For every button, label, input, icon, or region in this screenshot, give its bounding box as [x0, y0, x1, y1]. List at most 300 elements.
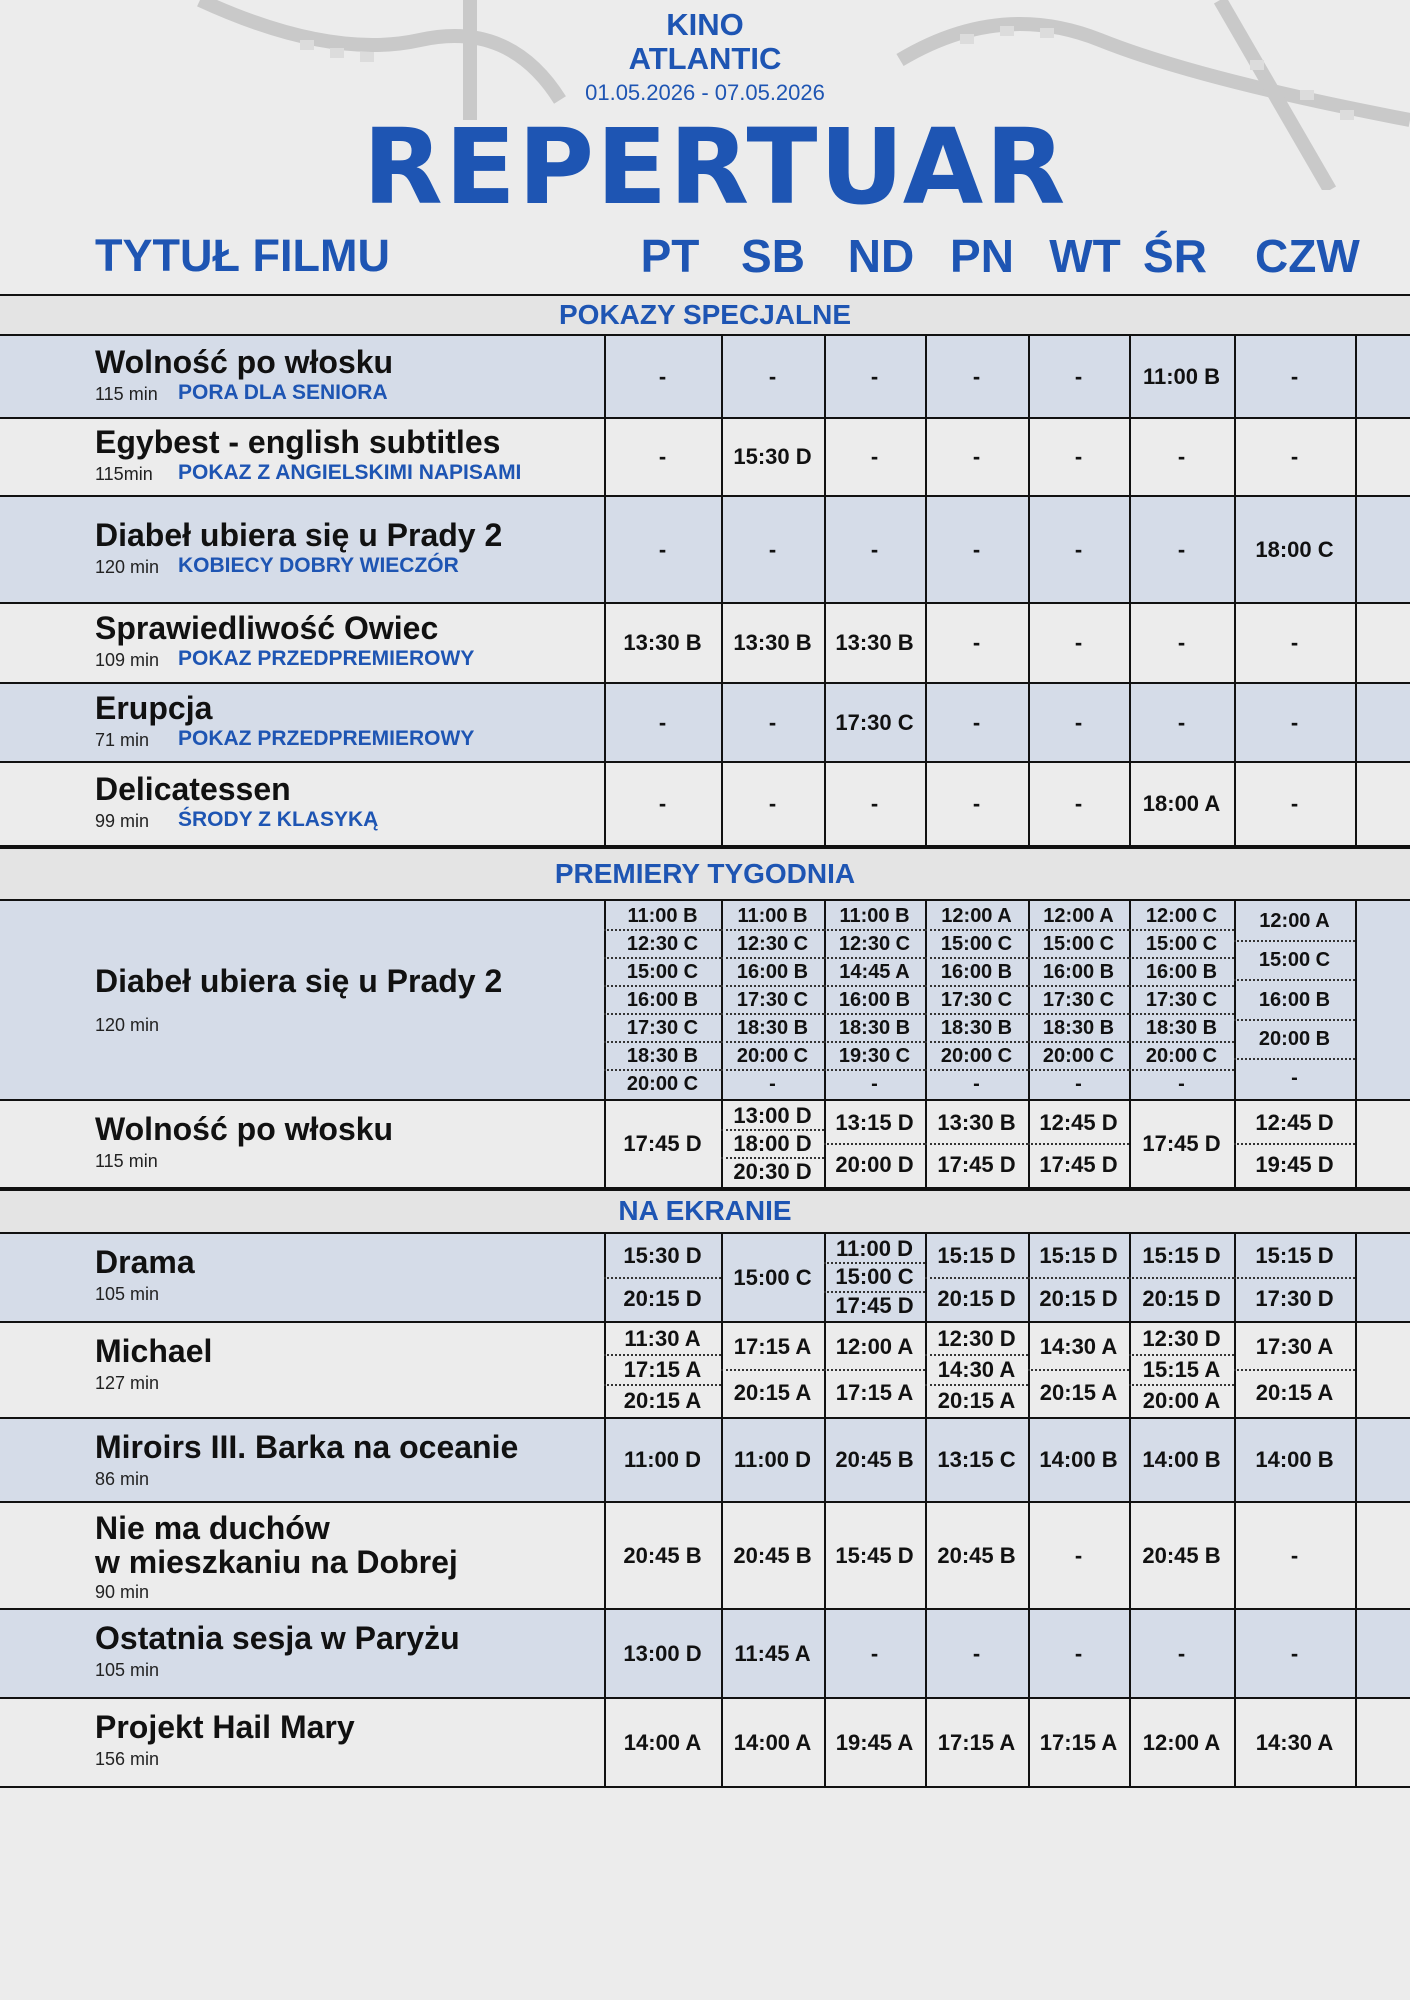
showtime-cell [1234, 419, 1355, 495]
showtime: 18:30 B [925, 1015, 1028, 1043]
showtime: 17:30 C [1028, 987, 1129, 1015]
showtime-cell [1234, 604, 1355, 682]
section-header: POKAZY SPECJALNE [0, 294, 1410, 336]
showtime-cell [604, 1234, 721, 1321]
showtime-cell [1129, 419, 1234, 495]
column-divider [1355, 684, 1357, 761]
movie-title-line: Nie ma duchów [95, 1510, 330, 1546]
no-showing: - [658, 536, 667, 562]
showtime: 17:30 C [835, 709, 914, 735]
no-showing: - [1290, 709, 1299, 735]
column-divider [1355, 901, 1357, 1099]
section-header: PREMIERY TYGODNIA [0, 847, 1410, 901]
showtime: 20:45 B [835, 1447, 914, 1472]
movie-title: Drama [95, 1244, 195, 1280]
movie-duration: 105 min [95, 1284, 160, 1304]
showtime: 17:15 A [937, 1729, 1016, 1755]
showtime-cell [1234, 1610, 1355, 1697]
showtime: 11:00 B [824, 903, 925, 931]
no-showing: - [1074, 1542, 1083, 1568]
showtime-cell [604, 763, 721, 845]
showtime: 16:00 B [604, 987, 721, 1015]
movie-row [0, 1323, 1410, 1419]
showtime: 18:30 B [1129, 1015, 1234, 1043]
movie-title: Diabeł ubiera się u Prady 2 [95, 516, 503, 553]
showtime: 20:45 B [623, 1542, 702, 1568]
showtime: 12:00 A [1142, 1729, 1221, 1755]
showtime-cell [824, 1323, 925, 1417]
no-showing: - [1074, 444, 1083, 469]
showtime-cell [1234, 1699, 1355, 1786]
showtime-cell [1028, 1699, 1129, 1786]
showtime-cell [721, 1610, 824, 1697]
column-header-day: PN [950, 230, 1014, 282]
showtime: 12:30 D [925, 1325, 1028, 1356]
showtime: 12:00 C [1129, 903, 1234, 931]
showtime: 20:15 A [623, 1387, 702, 1413]
showtime-cell [721, 1234, 824, 1321]
showtime-cell [1129, 1234, 1234, 1321]
no-showing: - [658, 791, 667, 816]
no-showing: - [973, 1072, 980, 1095]
showtime-cell [1234, 1419, 1355, 1501]
showtime: 17:15 A [1039, 1729, 1118, 1755]
no-showing: - [658, 444, 667, 469]
showtime-cell [925, 1699, 1028, 1786]
showtime: 17:45 D [1039, 1152, 1118, 1177]
no-showing: - [1074, 709, 1083, 735]
showtime: 12:45 D [1028, 1103, 1129, 1145]
column-divider [1355, 419, 1357, 495]
showtime-cell [925, 1101, 1028, 1187]
column-divider [1355, 1699, 1357, 1786]
showtime: 13:00 D [721, 1103, 824, 1131]
showtime-cell [604, 1699, 721, 1786]
no-showing: - [1290, 791, 1299, 816]
showtime: 17:30 D [1255, 1285, 1334, 1311]
showtime: 20:45 B [1142, 1542, 1221, 1568]
showtime-cell [824, 901, 925, 1099]
showtime-cell [1028, 901, 1129, 1099]
showtime-cell [1028, 1503, 1129, 1608]
movie-row [0, 1419, 1410, 1503]
showtime-cell [604, 604, 721, 682]
showtime: 12:30 C [824, 931, 925, 959]
page-title: REPERTUAR [362, 106, 1068, 228]
showtime: 15:00 C [1028, 931, 1129, 959]
showtime-cell [1028, 763, 1129, 845]
no-showing: - [1290, 444, 1299, 469]
showtime: 14:30 A [1255, 1729, 1334, 1755]
showtime: 13:30 B [835, 630, 914, 655]
showtime-cell [925, 604, 1028, 682]
no-showing: - [768, 709, 777, 735]
movie-row [0, 684, 1410, 763]
showtime: 20:00 D [835, 1152, 914, 1177]
cinema-name-line2: ATLANTIC [628, 41, 782, 76]
section-header: NA EKRANIE [0, 1189, 1410, 1234]
showtime-cell [1129, 497, 1234, 602]
showtime-cell [721, 604, 824, 682]
column-header-day: PT [640, 230, 700, 282]
showtime: 15:00 C [824, 1264, 925, 1292]
column-divider [1355, 336, 1357, 417]
showtime: 11:00 D [824, 1236, 925, 1264]
no-showing: - [870, 363, 879, 389]
no-showing: - [658, 363, 667, 389]
movie-duration: 156 min [95, 1749, 160, 1769]
date-range: 01.05.2026 - 07.05.2026 [585, 80, 825, 105]
showtime-cell [604, 1610, 721, 1697]
showtime-cell [721, 336, 824, 417]
movie-title: Sprawiedliwość Owiec [95, 610, 439, 646]
no-showing: - [870, 791, 879, 816]
no-showing: - [768, 536, 777, 562]
showtime: 11:45 A [734, 1640, 811, 1666]
showtime: 15:15 D [1129, 1236, 1234, 1279]
showtime-cell [721, 419, 824, 495]
showtime-cell [824, 684, 925, 761]
showtime-cell [1129, 763, 1234, 845]
showtime: 11:00 D [623, 1447, 702, 1472]
movie-title-line: w mieszkaniu na Dobrej [95, 1544, 458, 1580]
showtime: 20:15 A [937, 1387, 1016, 1413]
showtime: 18:00 A [1142, 791, 1221, 816]
movie-event-tag: PORA DLA SENIORA [178, 380, 388, 404]
movie-title: Wolność po włosku [95, 343, 394, 380]
showtime-cell [925, 901, 1028, 1099]
no-showing: - [1290, 1640, 1299, 1666]
showtime: 14:00 B [1255, 1447, 1334, 1472]
showtime-cell [1129, 1419, 1234, 1501]
showtime: 17:30 A [1234, 1325, 1355, 1371]
no-showing: - [1291, 1066, 1298, 1089]
showtime: 14:00 B [1142, 1447, 1221, 1472]
no-showing: - [658, 709, 667, 735]
showtime: 20:15 A [1255, 1380, 1334, 1405]
showtime-cell [824, 1234, 925, 1321]
no-showing: - [1074, 1640, 1083, 1666]
showtime-cell [1028, 336, 1129, 417]
showtime-cell [1234, 1503, 1355, 1608]
showtime: 16:00 B [1234, 981, 1355, 1020]
showtime: 19:45 D [1255, 1152, 1334, 1177]
no-showing: - [972, 709, 981, 735]
showtime: 16:00 B [1028, 959, 1129, 987]
showtime: 20:00 B [1234, 1021, 1355, 1060]
movie-event-tag: KOBIECY DOBRY WIECZÓR [178, 553, 459, 577]
column-header-movie: TYTUŁ FILMU [95, 230, 390, 281]
showtime-cell [1129, 604, 1234, 682]
showtime: 17:15 A [604, 1356, 721, 1387]
showtime-cell [721, 1419, 824, 1501]
movie-title: Projekt Hail Mary [95, 1709, 355, 1745]
movie-title: Diabeł ubiera się u Prady 2 [95, 963, 503, 999]
column-header-day: WT [1049, 230, 1121, 282]
showtime: 20:15 A [1039, 1380, 1118, 1405]
showtime: 15:00 C [925, 931, 1028, 959]
movie-row [0, 1234, 1410, 1323]
showtime-cell [604, 1419, 721, 1501]
showtime: 18:30 B [824, 1015, 925, 1043]
column-header-day: CZW [1255, 230, 1360, 282]
showtime-cell [925, 1323, 1028, 1417]
no-showing: - [1177, 444, 1186, 469]
no-showing: - [1177, 630, 1186, 655]
movie-row [0, 336, 1410, 419]
movie-title: Egybest - english subtitles [95, 424, 501, 460]
column-header-day: ŚR [1143, 230, 1207, 282]
movie-row [0, 604, 1410, 684]
showtime: 16:00 B [925, 959, 1028, 987]
no-showing: - [870, 536, 879, 562]
no-showing: - [972, 1640, 981, 1666]
showtime: 20:30 D [733, 1159, 812, 1184]
movie-duration: 90 min [95, 1582, 150, 1602]
showtime-cell [925, 1610, 1028, 1697]
no-showing: - [1177, 1640, 1186, 1666]
showtime: 16:00 B [1129, 959, 1234, 987]
column-divider [1355, 1503, 1357, 1608]
column-header-day: ND [847, 230, 915, 282]
movie-title: Erupcja [95, 689, 213, 726]
showtime: 11:00 B [721, 903, 824, 931]
showtime-cell [824, 1610, 925, 1697]
showtime-cell [1028, 1419, 1129, 1501]
showtime: 18:00 D [721, 1131, 824, 1159]
showtime: 15:15 D [925, 1236, 1028, 1279]
no-showing: - [768, 791, 777, 816]
movie-row [0, 1699, 1410, 1788]
showtime-cell [824, 1699, 925, 1786]
no-showing: - [1290, 363, 1299, 389]
showtime: 16:00 B [824, 987, 925, 1015]
showtime: 12:30 C [604, 931, 721, 959]
showtime-cell [925, 497, 1028, 602]
showtime-cell [604, 901, 721, 1099]
showtime: 19:45 A [835, 1729, 914, 1755]
showtime: 15:45 D [835, 1542, 914, 1568]
showtime: 17:15 A [835, 1380, 914, 1405]
showtime: 12:00 A [925, 903, 1028, 931]
no-showing: - [870, 1640, 879, 1666]
showtime: 13:15 D [824, 1103, 925, 1145]
showtime: 15:15 D [1028, 1236, 1129, 1279]
showtime: 11:00 B [604, 903, 721, 931]
showtime: 20:00 C [925, 1043, 1028, 1071]
column-divider [1355, 604, 1357, 682]
showtime-cell [721, 1101, 824, 1187]
showtime: 14:00 A [733, 1729, 812, 1755]
showtime-cell [925, 684, 1028, 761]
showtime-cell [824, 604, 925, 682]
showtime: 12:45 D [1234, 1103, 1355, 1145]
showtime-cell [824, 497, 925, 602]
showtime-cell [1028, 1610, 1129, 1697]
column-divider [1355, 1323, 1357, 1417]
showtime-cell [604, 497, 721, 602]
showtime: 13:30 B [623, 630, 702, 655]
showtime-cell [604, 336, 721, 417]
showtime-cell [1129, 1610, 1234, 1697]
no-showing: - [972, 363, 981, 389]
showtime: 15:00 C [1234, 942, 1355, 981]
showtime: 13:30 B [925, 1103, 1028, 1145]
showtime-cell [925, 336, 1028, 417]
movie-duration: 86 min [95, 1469, 150, 1489]
movie-title: Ostatnia sesja w Paryżu [95, 1620, 460, 1656]
showtime: 20:45 B [733, 1542, 812, 1568]
showtime: 14:00 A [623, 1729, 702, 1755]
showtime-cell [1234, 336, 1355, 417]
no-showing: - [1074, 791, 1083, 816]
movie-title: Michael [95, 1333, 213, 1369]
movie-row [0, 1101, 1410, 1189]
movie-title [95, 1511, 458, 1579]
no-showing: - [870, 444, 879, 469]
showtime-cell [721, 1323, 824, 1417]
showtime: 18:30 B [604, 1043, 721, 1071]
showtime: 17:45 D [1142, 1131, 1221, 1156]
movie-title: Miroirs III. Barka na oceanie [95, 1429, 519, 1465]
movie-duration: 99 min [95, 811, 150, 831]
showtime-cell [1234, 1234, 1355, 1321]
showtime-cell [1028, 684, 1129, 761]
showtime-cell [824, 419, 925, 495]
showtime: 14:30 A [1028, 1325, 1129, 1371]
showtime: 15:00 C [733, 1264, 812, 1290]
showtime-cell [721, 901, 824, 1099]
showtime-cell [721, 763, 824, 845]
showtime: 17:30 C [925, 987, 1028, 1015]
showtime-cell [925, 1234, 1028, 1321]
showtime-cell [1028, 1101, 1129, 1187]
showtime: 18:30 B [721, 1015, 824, 1043]
showtime-cell [824, 1419, 925, 1501]
no-showing: - [1178, 1072, 1185, 1095]
no-showing: - [768, 363, 777, 389]
showtime: 20:00 C [626, 1072, 699, 1095]
movie-title: Wolność po włosku [95, 1111, 394, 1147]
showtime-cell [1129, 684, 1234, 761]
showtime: 17:30 C [721, 987, 824, 1015]
movie-duration: 120 min [95, 556, 160, 577]
movie-duration: 120 min [95, 1015, 160, 1035]
showtime: 11:00 D [733, 1447, 812, 1472]
showtime-cell [1028, 1323, 1129, 1417]
showtime-cell [824, 1503, 925, 1608]
showtime-cell [604, 1323, 721, 1417]
showtime: 17:45 D [937, 1152, 1016, 1177]
showtime-cell [604, 1503, 721, 1608]
showtime: 18:00 C [1255, 536, 1334, 562]
movie-event-tag: POKAZ PRZEDPREMIEROWY [178, 647, 475, 670]
showtime-cell [604, 1101, 721, 1187]
showtime-cell [1028, 1234, 1129, 1321]
no-showing: - [769, 1072, 776, 1095]
showtime-cell [824, 1101, 925, 1187]
showtime: 13:00 D [623, 1640, 702, 1666]
no-showing: - [1290, 630, 1299, 655]
movie-row [0, 763, 1410, 847]
movie-duration: 115min [95, 464, 153, 484]
no-showing: - [1075, 1072, 1082, 1095]
showtime: 17:45 D [623, 1131, 702, 1156]
showtime: 12:00 A [824, 1325, 925, 1371]
movie-duration: 115 min [95, 383, 158, 404]
showtime-cell [824, 336, 925, 417]
column-header-day: SB [741, 230, 805, 282]
showtime-cell [925, 1419, 1028, 1501]
showtime-cell [1129, 1699, 1234, 1786]
movie-event-tag: ŚRODY Z KLASYKĄ [178, 808, 379, 831]
movie-row [0, 1610, 1410, 1699]
showtime: 20:15 A [733, 1380, 812, 1405]
showtime: 18:30 B [1028, 1015, 1129, 1043]
showtime-cell [1129, 1503, 1234, 1608]
showtime-cell [721, 1699, 824, 1786]
showtime: 20:15 D [937, 1285, 1016, 1311]
showtime: 14:00 B [1039, 1447, 1118, 1472]
showtime: 19:30 C [824, 1043, 925, 1071]
showtime: 17:15 A [721, 1325, 824, 1371]
no-showing: - [972, 630, 981, 655]
movie-duration: 71 min [95, 729, 150, 750]
showtime: 15:00 C [1129, 931, 1234, 959]
showtime-cell [925, 1503, 1028, 1608]
no-showing: - [1074, 536, 1083, 562]
showtime: 17:30 C [1129, 987, 1234, 1015]
showtime: 20:00 C [1129, 1043, 1234, 1071]
showtime: 11:00 B [1142, 363, 1221, 389]
showtime: 14:45 A [824, 959, 925, 987]
movie-row [0, 1503, 1410, 1610]
no-showing: - [1177, 709, 1186, 735]
no-showing: - [972, 791, 981, 816]
movie-title: Delicatessen [95, 771, 291, 807]
column-divider [1355, 1419, 1357, 1501]
showtime: 13:15 C [937, 1447, 1016, 1472]
showtime: 11:30 A [604, 1325, 721, 1356]
showtime-cell [1129, 1323, 1234, 1417]
no-showing: - [1074, 630, 1083, 655]
no-showing: - [871, 1072, 878, 1095]
showtime: 15:30 D [604, 1236, 721, 1279]
showtime-cell [925, 763, 1028, 845]
showtime: 12:30 C [721, 931, 824, 959]
showtime-cell [1234, 684, 1355, 761]
showtime-cell [1234, 1323, 1355, 1417]
showtime: 17:45 D [835, 1292, 914, 1318]
showtime: 16:00 B [721, 959, 824, 987]
showtime-cell [1234, 763, 1355, 845]
movie-duration: 127 min [95, 1373, 160, 1393]
showtime-cell [925, 419, 1028, 495]
movie-duration: 109 min [95, 650, 160, 670]
showtime-cell [604, 419, 721, 495]
showtime: 20:00 C [721, 1043, 824, 1071]
showtime-cell [1129, 336, 1234, 417]
showtime: 15:30 D [733, 444, 812, 469]
showtime: 12:30 D [1129, 1325, 1234, 1356]
showtime: 20:15 D [623, 1285, 702, 1311]
no-showing: - [1074, 363, 1083, 389]
showtime-cell [1028, 604, 1129, 682]
showtime: 20:00 C [1028, 1043, 1129, 1071]
showtime-cell [1129, 1101, 1234, 1187]
movie-row [0, 497, 1410, 604]
showtime-cell [1028, 497, 1129, 602]
